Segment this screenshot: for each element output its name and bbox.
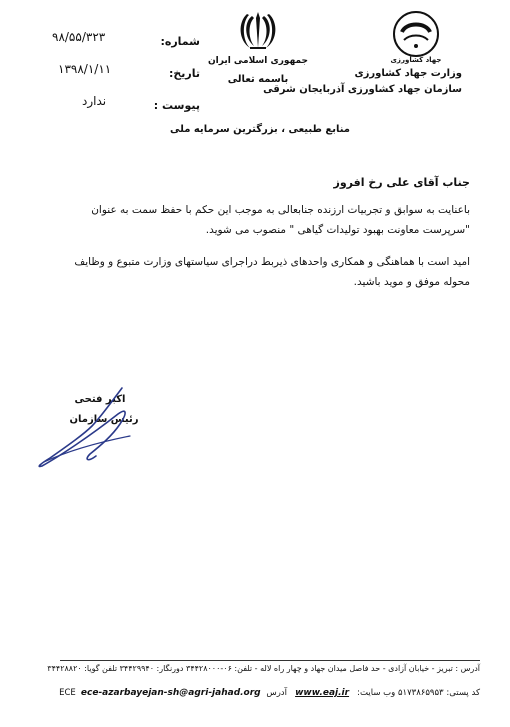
date-label: تاریخ:: [168, 67, 200, 80]
date-value: ۱۳۹۸/۱/۱۱: [58, 62, 112, 76]
ministry-label: وزارت جهاد کشاورزی: [354, 68, 462, 79]
iran-emblem: [236, 8, 280, 52]
attachment-value: ندارد: [82, 94, 107, 108]
emblem-icon: [236, 8, 280, 52]
body-paragraph-2: امید است با هماهنگی و همکاری واحدهای ذیربط دراجرای سیاستهای وزارت متبوع و وظایف محوله موفق و موید باشید.: [74, 256, 470, 288]
footer-postal: کد پستی: ۵۱۷۳۸۶۵۹۵۳ وب سایت:: [357, 688, 480, 698]
signature-icon: [30, 384, 150, 474]
meta-block: [40, 24, 200, 114]
logo-caption: جهاد کشاورزی: [390, 56, 442, 64]
footer-address: آدرس : تبریز - خیابان آزادی - حد فاصل میدان جهاد و چهار راه لاله - تلفن: ۰۶-۳۴۴۲۸۰۰۰ دورنگار: ۳۴۴۲۹۹۴۰ تلفن گویا: ۳۴۴۲۸۸۲۰: [47, 664, 480, 673]
republic-label: جمهوری اسلامی ایران: [207, 56, 309, 66]
attachment-label: پیوست :: [153, 99, 200, 112]
organization-label: سازمان جهاد کشاورزی آذربایجان شرقی: [263, 84, 462, 95]
number-label: شماره:: [160, 35, 200, 48]
addressee: جناب آقای علی رخ افروز: [333, 176, 470, 189]
body-paragraph-1: باعنایت به سوابق و تجربیات ارزنده جنابعالی به موجب این حکم با حفظ سمت به عنوان "سرپرست معاونت بهبود تولیدات گیاهی " منصوب می شوید.: [91, 204, 470, 236]
footer-contact: [60, 680, 480, 699]
bism-label: باسمه تعالی: [227, 74, 289, 85]
footer-website[interactable]: www.eaj.ir: [295, 688, 350, 698]
footer-ece-email[interactable]: ece-azarbayejan-sh@agri-jahad.org: [80, 688, 261, 698]
handwritten-signature: [30, 384, 150, 474]
signer-title: رئیس سازمان: [69, 414, 139, 425]
org-logo: [392, 10, 440, 58]
footer-ece-label: آدرس ECE: [59, 688, 287, 698]
jahad-logo-icon: [392, 10, 440, 58]
number-value: ۹۸/۵۵/۳۲۳: [52, 30, 106, 44]
footer-divider: [60, 660, 480, 661]
signer-name: اکبر فتحی: [74, 394, 126, 405]
motto: منابع طبیعی ، بزرگترین سرمایه ملی: [170, 124, 350, 135]
